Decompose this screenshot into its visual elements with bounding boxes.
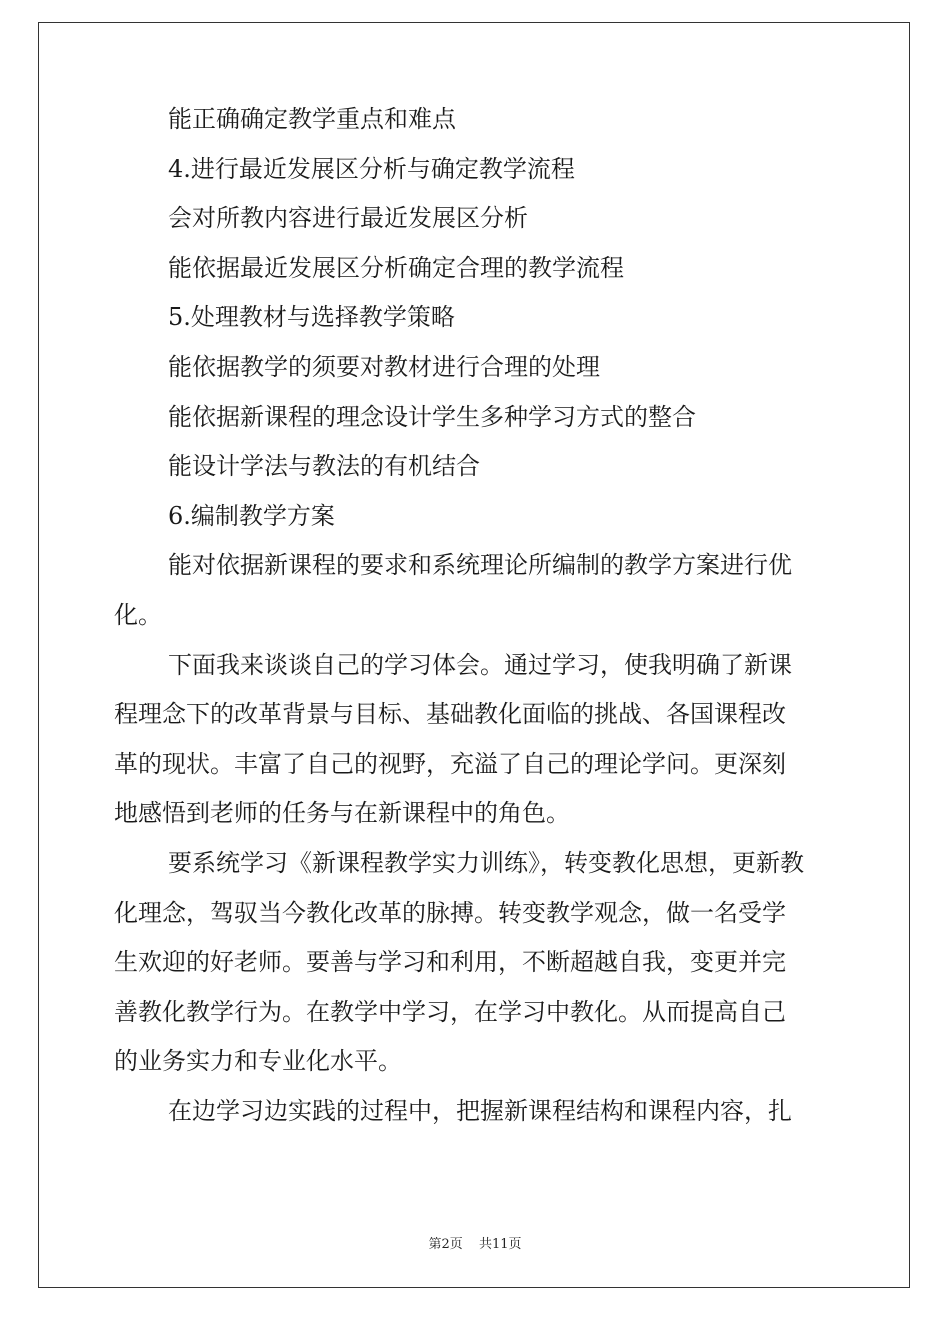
text-line: 要系统学习《新课程教学实力训练》，转变教化思想，更新教 bbox=[168, 848, 804, 877]
text-line: 4.进行最近发展区分析与确定教学流程 bbox=[168, 154, 575, 183]
text-line: 5.处理教材与选择教学策略 bbox=[168, 303, 455, 332]
text-line: 能正确确定教学重点和难点 bbox=[168, 105, 456, 133]
text-line: 革的现状。丰富了自己的视野，充溢了自己的理论学问。更深刻 bbox=[114, 749, 786, 778]
text-line: 能设计学法与教法的有机结合 bbox=[168, 452, 480, 481]
text-line: 能依据新课程的理念设计学生多种学习方式的整合 bbox=[168, 402, 696, 431]
text-line: 的业务实力和专业化水平。 bbox=[114, 1047, 402, 1076]
page-footer bbox=[0, 1233, 950, 1252]
page-number-total: 共11页 bbox=[478, 1237, 522, 1252]
text-line: 能对依据新课程的要求和系统理论所编制的教学方案进行优 bbox=[168, 551, 792, 580]
text-line: 程理念下的改革背景与目标、基础教化面临的挑战、各国课程改 bbox=[114, 700, 786, 729]
text-line: 会对所教内容进行最近发展区分析 bbox=[168, 204, 528, 233]
document-body bbox=[114, 95, 840, 1136]
text-line: 生欢迎的好老师。要善与学习和利用，不断超越自我，变更并完 bbox=[114, 948, 786, 977]
text-line: 在边学习边实践的过程中，把握新课程结构和课程内容，扎 bbox=[168, 1096, 792, 1125]
text-line: 下面我来谈谈自己的学习体会。通过学习，使我明确了新课 bbox=[168, 650, 792, 679]
text-line: 地感悟到老师的任务与在新课程中的角色。 bbox=[114, 799, 570, 828]
text-line: 能依据教学的须要对教材进行合理的处理 bbox=[168, 352, 600, 381]
page-number-current: 第2页 bbox=[428, 1237, 463, 1252]
text-line: 善教化教学行为。在教学中学习，在学习中教化。从而提高自己 bbox=[114, 997, 786, 1026]
text-line: 能依据最近发展区分析确定合理的教学流程 bbox=[168, 253, 624, 282]
text-line: 化。 bbox=[114, 600, 162, 629]
text-line: 化理念，驾驭当今教化改革的脉搏。转变教学观念，做一名受学 bbox=[114, 898, 786, 927]
text-line: 6.编制教学方案 bbox=[168, 501, 335, 530]
